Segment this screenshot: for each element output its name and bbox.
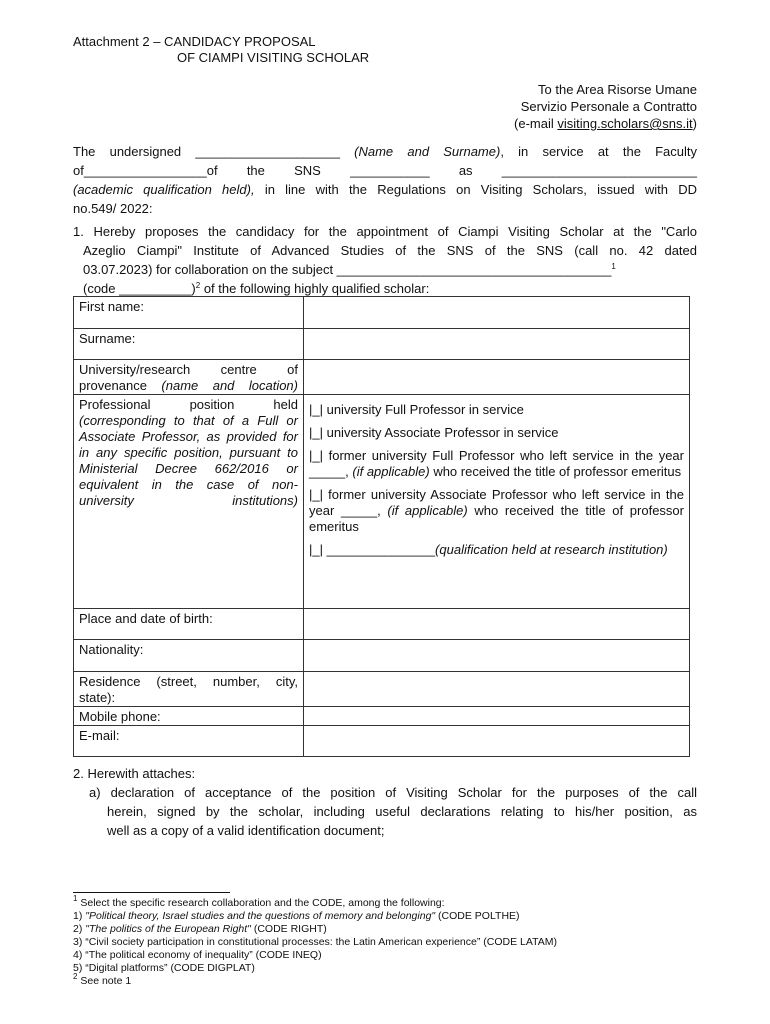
footnote-separator bbox=[73, 892, 230, 893]
point-2-paragraph bbox=[73, 764, 697, 840]
email-label: E-mail: bbox=[74, 726, 304, 757]
table-row bbox=[74, 726, 690, 757]
residence-label: Residence (street, number, city, state): bbox=[74, 672, 304, 707]
footnote-1: $^1$ Select the specific research collaboration and the CODE, among the following: bbox=[73, 894, 445, 909]
intro-line-1: The undersigned ____________________ (Name and Surname), in service at the Faculty bbox=[73, 144, 698, 159]
option-former-associate-professor[interactable]: |_| former university Associate Professor who left service in the year _____, (if applicable) who received the title of professor emeritus bbox=[309, 487, 684, 534]
footnotes bbox=[73, 894, 713, 988]
mobile-field[interactable] bbox=[304, 707, 690, 726]
table-row bbox=[74, 609, 690, 640]
address-line-1: To the Area Risorse Umane bbox=[538, 82, 697, 97]
attachment-title: Attachment 2 – CANDIDACY PROPOSAL bbox=[73, 34, 316, 49]
birth-field[interactable] bbox=[304, 609, 690, 640]
table-row bbox=[74, 329, 690, 360]
point-1-line-1: 1. Hereby proposes the candidacy for the appointment of Ciampi Visiting Scholar at the "Carlo bbox=[73, 224, 697, 239]
nationality-field[interactable] bbox=[304, 640, 690, 672]
email-link[interactable]: visiting.scholars@sns.it bbox=[557, 116, 693, 131]
table-row bbox=[74, 707, 690, 726]
table-row bbox=[74, 360, 690, 395]
point-1-line-3: 03.07.2023) for collaboration on the subject ______________________________________$^1$ bbox=[83, 262, 616, 277]
nationality-label: Nationality: bbox=[74, 640, 304, 672]
position-label: Professional position held (corresponding to that of a Full or Associate Professor, as provided for in any specific position, pursuant to Ministerial Decree 662/2016 or equivalent in the case of non-university institutions) bbox=[74, 395, 304, 609]
footnote-option-2: 2) "The politics of the European Right" (CODE RIGHT) bbox=[73, 923, 327, 935]
point-2-a-line-3: well as a copy of a valid identification document; bbox=[107, 823, 385, 838]
email-field[interactable] bbox=[304, 726, 690, 757]
point-2-a-line-2: herein, signed by the scholar, including useful declarations relating to his/her position, as bbox=[107, 804, 697, 819]
point-2-a-line-1: a) declaration of acceptance of the position of Visiting Scholar for the purposes of the call bbox=[89, 785, 697, 800]
position-options bbox=[304, 395, 690, 609]
footnote-option-3: 3) “Civil society participation in constitutional processes: the Latin American experience” (CODE LATAM) bbox=[73, 936, 557, 948]
point-1-paragraph bbox=[73, 222, 697, 298]
address-block bbox=[514, 81, 697, 132]
point-1-line-2: Azeglio Ciampi" Institute of Advanced Studies of the SNS of the SNS (call no. 42 dated bbox=[83, 243, 697, 258]
footnote-option-5: 5) “Digital platforms” (CODE DIGPLAT) bbox=[73, 962, 255, 974]
intro-line-2: of_________________of the SNS ___________ as ___________________________ bbox=[73, 163, 697, 178]
footnote-2: $^2$ See note 1 bbox=[73, 972, 132, 987]
first-name-field[interactable] bbox=[304, 297, 690, 329]
address-email-line: (e-mail visiting.scholars@sns.it) bbox=[514, 116, 697, 131]
table-row bbox=[74, 297, 690, 329]
scholar-form-table bbox=[73, 296, 690, 757]
option-former-full-professor[interactable]: |_| former university Full Professor who left service in the year _____, (if applicable) who received the title of professor emeritus bbox=[309, 448, 684, 479]
option-associate-professor[interactable]: |_| university Associate Professor in service bbox=[309, 425, 559, 440]
residence-field[interactable] bbox=[304, 672, 690, 707]
intro-line-4: no.549/ 2022: bbox=[73, 201, 153, 216]
footnote-option-1: 1) "Political theory, Israel studies and the questions of memory and belonging" (CODE POLTHE) bbox=[73, 910, 520, 922]
birth-label: Place and date of birth: bbox=[74, 609, 304, 640]
intro-paragraph bbox=[73, 142, 697, 218]
address-line-2: Servizio Personale a Contratto bbox=[520, 99, 697, 114]
point-2-line-1: 2. Herewith attaches: bbox=[73, 766, 196, 781]
mobile-label: Mobile phone: bbox=[74, 707, 304, 726]
surname-field[interactable] bbox=[304, 329, 690, 360]
table-row bbox=[74, 395, 690, 609]
option-full-professor[interactable]: |_| university Full Professor in service bbox=[309, 402, 524, 417]
first-name-label: First name: bbox=[74, 297, 304, 329]
university-field[interactable] bbox=[304, 360, 690, 395]
university-label: University/research centre of provenance (name and location) bbox=[74, 360, 304, 395]
point-1-line-4: (code __________)$^2$ of the following highly qualified scholar: bbox=[83, 281, 430, 296]
intro-line-3: (academic qualification held), in line with the Regulations on Visiting Scholars, issued with DD bbox=[73, 182, 697, 197]
surname-label: Surname: bbox=[74, 329, 304, 360]
table-row bbox=[74, 640, 690, 672]
option-research-qualification[interactable]: |_| _______________(qualification held at research institution) bbox=[309, 542, 668, 557]
footnote-option-4: 4) “The political economy of inequality” (CODE INEQ) bbox=[73, 949, 322, 961]
table-row bbox=[74, 672, 690, 707]
attachment-subtitle: OF CIAMPI VISITING SCHOLAR bbox=[177, 50, 370, 65]
